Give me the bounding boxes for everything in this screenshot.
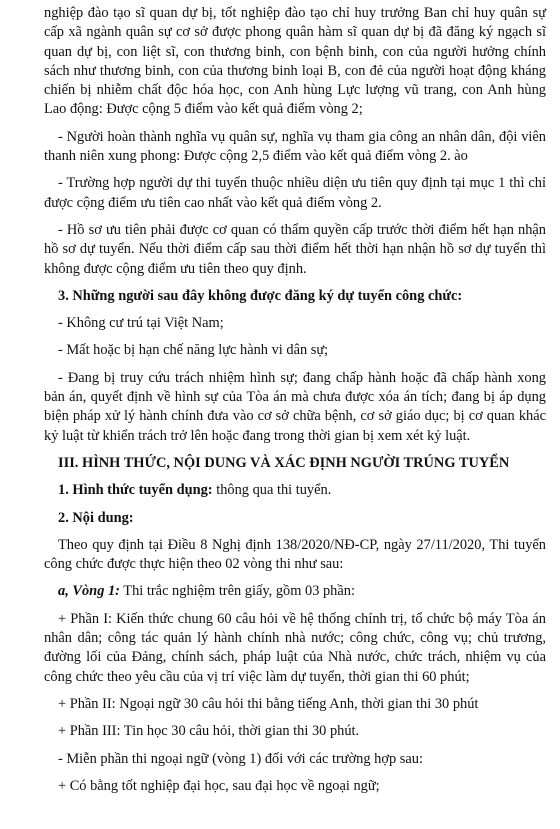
list-item-part-1: + Phần I: Kiến thức chung 60 câu hỏi về hệ thống chính trị, tổ chức bộ máy Tòa án nhân dân; công tác quản lý hành chính nhà nước; công chức, công vụ; chủ trương, đường lối của Đảng, chính sách, pháp luật của Nhà nước, chức trách, nhiệm vụ của công chức theo yêu cầu của vị trí việc làm dự tuyển, thời gian thi 60 phút;: [44, 610, 546, 685]
paragraph-priority-2-5-points: - Người hoàn thành nghĩa vụ quân sự, nghĩa vụ tham gia công an nhân dân, đội viên thanh niên xung phong: Được cộng 2,5 điểm vào kết quả điểm vòng 2. ào: [44, 128, 546, 165]
heading-ineligible-persons: 3. Những người sau đây không được đăng ký dự tuyển công chức:: [58, 287, 463, 304]
section-heading-iii: III. HÌNH THỨC, NỘI DUNG VÀ XÁC ĐỊNH NGƯỜI TRÚNG TUYỂN: [58, 454, 510, 471]
list-item-criminal-liability: - Đang bị truy cứu trách nhiệm hình sự; đang chấp hành hoặc đã chấp hành xong bản án, quyết định về hình sự của Tòa án mà chưa được xóa án tích; đang bị áp dụng biện pháp xử lý hành chính đưa vào cơ sở chữa bệnh, cơ sở giáo dục; bị cơ quan khác kỷ luật từ khiển trách trở lên hoặc đang trong thời gian bị xem xét kỷ luật.: [44, 369, 546, 444]
paragraph-priority-5-points: nghiệp đào tạo sĩ quan dự bị, tốt nghiệp đào tạo chỉ huy trưởng Ban chỉ huy quân sự cấp xã ngành quân sự cơ sở được phong quân hàm sĩ quan dự bị đã đăng ký ngạch sĩ quan dự bị, con liệt sĩ, con thương binh, con bệnh binh, con của người hưởng chính sách như thương binh, con của thương binh loại B, con đẻ của người hoạt động kháng chiến bị nhiễm chất độc hóa học, con Anh hùng Lực lượng vũ trang, con Anh hùng Lao động: Được cộng 5 điểm vào kết quả điểm vòng 2;: [44, 5, 546, 118]
paragraph-priority-documents: - Hồ sơ ưu tiên phải được cơ quan có thẩm quyền cấp trước thời điểm hết hạn nhận hồ sơ dự tuyển. Nếu thời điểm cấp sau thời điểm hết thời hạn nhận hồ sơ dự tuyển thì không được cộng điểm ưu tiên theo quy định.: [44, 221, 546, 277]
list-item-part-3: + Phần III: Tin học 30 câu hỏi, thời gian thi 30 phút.: [58, 723, 360, 740]
list-item-no-residence: - Không cư trú tại Việt Nam;: [58, 315, 224, 332]
list-item-language-degree: + Có bằng tốt nghiệp đại học, sau đại học về ngoại ngữ;: [58, 777, 380, 794]
heading-content: 2. Nội dung:: [58, 509, 134, 526]
round-1-label: a, Vòng 1:: [58, 583, 120, 600]
paragraph-language-exemption: - Miễn phần thi ngoại ngữ (vòng 1) đối với các trường hợp sau:: [58, 750, 423, 767]
recruitment-form-label: 1. Hình thức tuyển dụng:: [58, 482, 213, 499]
list-item-part-2: + Phần II: Ngoại ngữ 30 câu hỏi thi bằng tiếng Anh, thời gian thi 30 phút: [58, 695, 479, 712]
paragraph-round-1: [44, 582, 546, 601]
recruitment-form-text: thông qua thi tuyển.: [212, 482, 332, 499]
round-1-text: Thi trắc nghiệm trên giấy, gồm 03 phần:: [119, 583, 355, 600]
paragraph-multiple-priorities: - Trường hợp người dự thi tuyển thuộc nhiều diện ưu tiên quy định tại mục 1 thì chỉ được cộng điểm ưu tiên cao nhất vào kết quả điểm vòng 2.: [44, 175, 546, 211]
paragraph-decree-reference: Theo quy định tại Điều 8 Nghị định 138/2020/NĐ-CP, ngày 27/11/2020, Thi tuyển công chức được thực hiện theo 02 vòng thi như sau:: [44, 536, 546, 573]
paragraph-recruitment-form: [44, 481, 546, 500]
list-item-civil-capacity: - Mất hoặc bị hạn chế năng lực hành vi dân sự;: [58, 342, 329, 359]
